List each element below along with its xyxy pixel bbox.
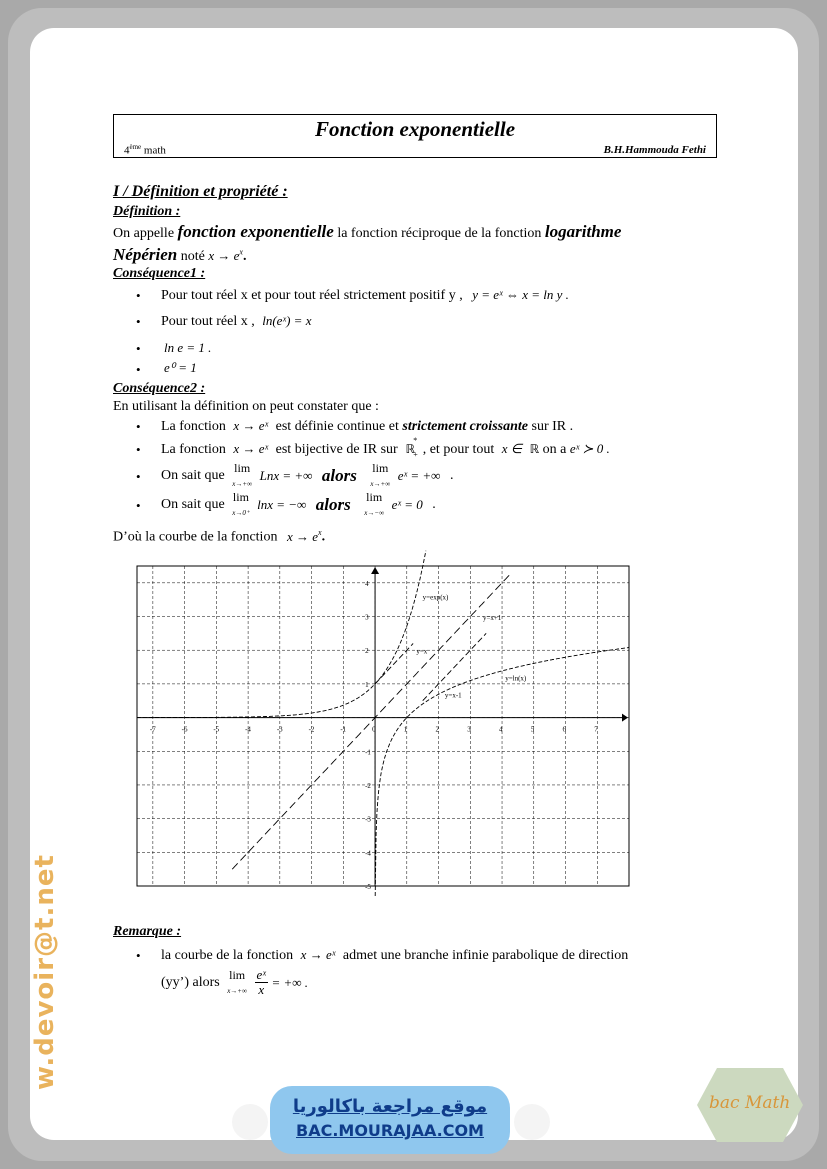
bac-math-text: bac Math [709,1093,791,1113]
x-tick-label: 6 [562,725,567,734]
y-tick-label: -2 [365,781,371,790]
level-label: 4ème math [124,143,166,157]
x-tick-label: -7 [149,725,156,734]
consequence2-item: La fonction x → eˣ est bijective de IR sur ℝ * + , et pour tout x ∈ ℝ on a eˣ ≻ 0 . [161,436,610,459]
curve-label-ln: y=ln(x) [505,674,527,683]
section-heading: I / Définition et propriété : [113,183,288,200]
curve-label-x-minus-1: y=x-1 [444,691,462,700]
consequence1-item: ln e = 1 . [164,340,212,355]
definition-line2: Népérien noté $x \to e^x$. [113,245,247,264]
x-tick-label: 4 [499,725,503,734]
x-tick-label: -2 [308,725,315,734]
x-tick-label: 2 [435,725,440,734]
consequence2-heading: Conséquence2 : [113,381,206,396]
y-tick-label: -1 [365,748,371,757]
curve-intro: D’où la courbe de la fonction $x \to e^x$. [113,528,326,545]
consequence2-item: On sait que lim x→0⁺ lnx = −∞ alors lim x→−∞ eˣ = 0 . [161,490,436,517]
consequence2-intro: En utilisant la définition on peut constater que : [113,399,379,414]
side-watermark: w.devoir@t.net [30,854,60,1090]
curve-label-exp: y=exp(x) [422,593,449,602]
author: B.H.Hammouda Fethi [603,144,706,156]
y-tick-label: -3 [365,815,371,824]
y-tick-label: -5 [365,883,371,891]
x-tick-label: 0 [372,725,376,734]
consequence1-heading: Conséquence1 : [113,266,206,281]
definition-heading: Définition : [113,204,181,219]
x-tick-label: -3 [276,725,283,734]
consequence1-item: Pour tout réel x et pour tout réel strictement positif y , y = eˣ ⇔ x = ln y . [161,287,569,303]
page-title: Fonction exponentielle [314,117,516,141]
x-tick-label: -4 [245,725,251,734]
graph-border [137,566,629,886]
logo-icon [232,1104,268,1140]
definition-line1: On appelle fonction exponentielle la fonction réciproque de la fonction logarithme [113,222,622,241]
exponential-graph [137,566,629,891]
x-tick-label: 1 [403,725,408,734]
x-tick-label: 5 [530,725,535,734]
curve-label-x: y=x [416,647,428,656]
y-tick-label: 4 [365,579,369,588]
x-tick-label: 3 [467,725,471,734]
consequence1-item: e⁰ = 1 [164,360,197,375]
site-banner[interactable]: موقع مراجعة باكالوريا BAC.MOURAJAA.COM [270,1086,510,1154]
x-tick-label: -1 [340,725,347,734]
x-tick-label: -6 [181,725,188,734]
remark-heading: Remarque : [113,924,182,939]
y-tick-label: 2 [365,647,369,656]
logo-icon [514,1104,550,1140]
consequence2-item: La fonction x → eˣ est définie continue et strictement croissante sur IR . [161,418,574,434]
curve-label-x-plus-1: y=x+1 [482,613,502,622]
y-tick-label: 3 [365,613,369,622]
y-tick-label: 1 [365,680,369,689]
x-tick-label: 7 [594,725,598,734]
y-tick-label: -4 [365,849,371,858]
header-box [113,114,717,158]
remark-line2: (yy’) alors lim x→+∞ $\frac{\text{eˣ}}{x}$ = +∞ . [161,967,309,998]
remark-line1: la courbe de la fonction x → eˣ admet une branche infinie parabolique de direction [161,947,629,963]
x-tick-label: -5 [213,725,220,734]
consequence1-item: Pour tout réel x , ln(eˣ) = x [161,313,312,329]
consequence2-item: On sait que lim x→+∞ Lnx = +∞ alors lim x→+∞ eˣ = +∞ . [161,461,454,488]
